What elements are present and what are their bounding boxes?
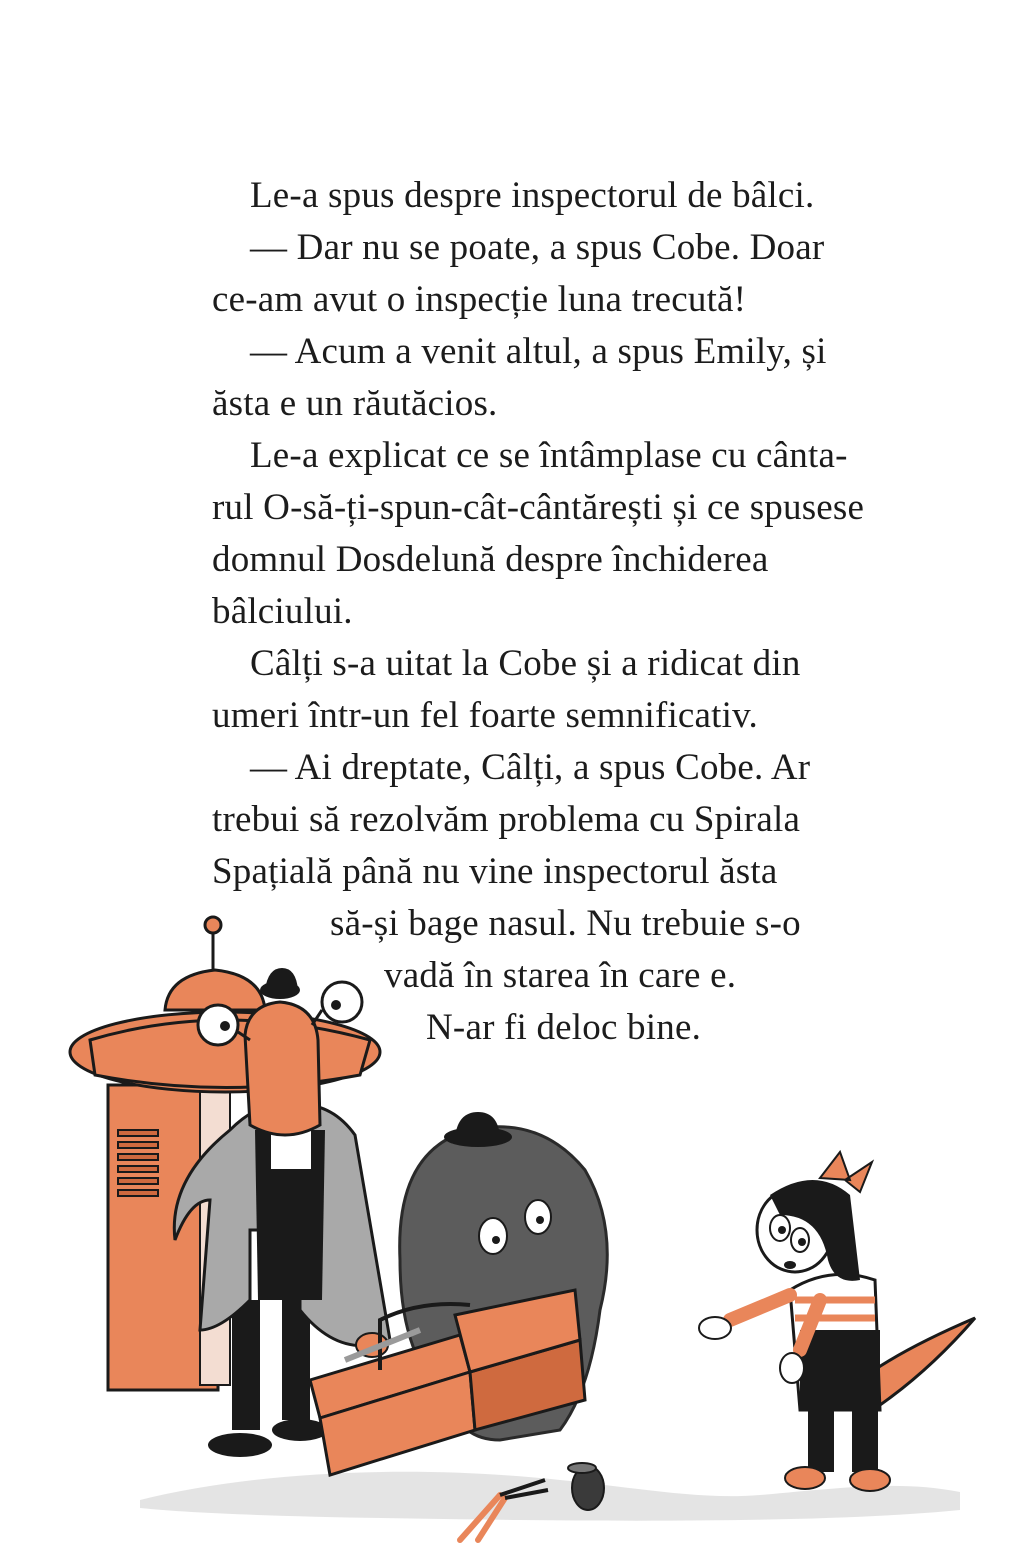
text-line: Câlți s-a uitat la Cobe și a ridicat din — [250, 643, 801, 684]
text-line: rul O-să-ți-spun-cât-cântărești și ce spusese — [212, 487, 865, 528]
text-line: — Acum a venit altul, a spus Emily, și — [250, 331, 827, 372]
text-line: umeri într-un fel foarte semnificativ. — [212, 695, 758, 736]
text-line: Le-a explicat ce se întâmplase cu cânta- — [250, 435, 848, 476]
text-line: să-și bage nasul. Nu trebuie s-o — [330, 903, 801, 944]
text-line: — Dar nu se poate, a spus Cobe. Doar — [250, 227, 825, 268]
girl-character — [699, 1152, 975, 1491]
text-line: ăsta e un răutăcios. — [212, 383, 498, 424]
ground-shadow — [140, 1472, 960, 1521]
text-line: ce-am avut o inspecție luna trecută! — [212, 279, 747, 320]
text-line: domnul Dosdelună despre închiderea — [212, 539, 769, 580]
text-line: vadă în starea în care e. — [384, 955, 737, 996]
text-line: — Ai dreptate, Câlți, a spus Cobe. Ar — [250, 747, 811, 788]
text-line: trebui să rezolvăm problema cu Spirala — [212, 799, 801, 840]
text-line: N-ar fi deloc bine. — [426, 1007, 702, 1048]
text-line: Le-a spus despre inspectorul de bâlci. — [250, 175, 815, 216]
text-line: bâlciului. — [212, 591, 353, 632]
text-line: Spațială până nu vine inspectorul ăsta — [212, 851, 778, 892]
